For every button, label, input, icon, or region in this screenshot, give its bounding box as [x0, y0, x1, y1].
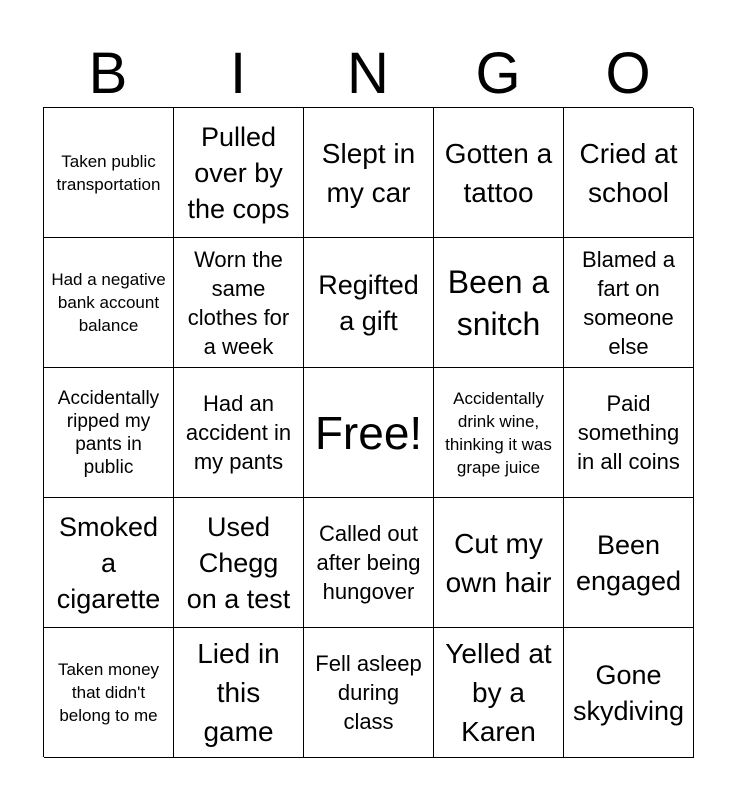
- bingo-cell[interactable]: [304, 108, 434, 238]
- cell-text: Had a negative bank account balance: [51, 270, 166, 335]
- cell-text: Free!: [314, 406, 423, 459]
- cell-text: Gone skydiving: [572, 659, 685, 726]
- bingo-header: [43, 40, 693, 108]
- cell-text: Gotten a tattoo: [444, 137, 553, 208]
- bingo-cell[interactable]: [564, 108, 694, 238]
- cell-text: Blamed a fart on someone else: [582, 246, 675, 359]
- cell-text: Fell asleep during class: [315, 651, 422, 734]
- header-letter-o: O: [605, 41, 651, 106]
- bingo-cell[interactable]: [304, 238, 434, 368]
- header-letter-g: G: [475, 41, 521, 106]
- bingo-cell[interactable]: [44, 238, 174, 368]
- cell-text: Paid something in all coins: [577, 391, 680, 474]
- bingo-cell[interactable]: [434, 238, 564, 368]
- header-letter-b: B: [88, 41, 128, 106]
- bingo-cell[interactable]: [44, 498, 174, 628]
- bingo-cell[interactable]: [434, 628, 564, 758]
- bingo-cell[interactable]: [44, 628, 174, 758]
- bingo-cell[interactable]: [44, 108, 174, 238]
- free-space-cell[interactable]: [304, 368, 434, 498]
- bingo-cell[interactable]: [304, 628, 434, 758]
- cell-text: Cried at school: [579, 137, 678, 208]
- cell-text: Regifted a gift: [318, 269, 419, 336]
- cell-text: Worn the same clothes for a week: [187, 246, 290, 359]
- cell-text: Taken money that didn't belong to me: [57, 660, 160, 725]
- header-letter-n: N: [347, 41, 389, 106]
- cell-text: Accidentally ripped my pants in public: [57, 387, 160, 478]
- bingo-cell[interactable]: [434, 108, 564, 238]
- bingo-cell[interactable]: [44, 368, 174, 498]
- cell-text: Been a snitch: [447, 263, 550, 342]
- cell-text: Slept in my car: [321, 137, 416, 208]
- bingo-cell[interactable]: [564, 238, 694, 368]
- cell-text: Used Chegg on a test: [186, 511, 291, 614]
- cell-text: Called out after being hungover: [316, 521, 421, 604]
- bingo-cell[interactable]: [174, 368, 304, 498]
- cell-text: Smoked a cigarette: [56, 511, 161, 614]
- bingo-cell[interactable]: [564, 368, 694, 498]
- bingo-board: [43, 107, 693, 757]
- bingo-cell[interactable]: [434, 368, 564, 498]
- bingo-cell[interactable]: [564, 628, 694, 758]
- bingo-cell[interactable]: [174, 108, 304, 238]
- bingo-cell[interactable]: [434, 498, 564, 628]
- header-letter-i: I: [229, 41, 247, 106]
- bingo-cell[interactable]: [174, 628, 304, 758]
- cell-text: Yelled at by a Karen: [445, 638, 552, 747]
- bingo-cell[interactable]: [174, 238, 304, 368]
- bingo-cell[interactable]: [564, 498, 694, 628]
- cell-text: Been engaged: [575, 529, 682, 596]
- cell-text: Pulled over by the cops: [187, 121, 290, 224]
- cell-text: Taken public transportation: [56, 151, 161, 194]
- cell-text: Accidentally drink wine, thinking it was grape juice: [445, 388, 552, 477]
- cell-text: Cut my own hair: [445, 527, 552, 598]
- bingo-cell[interactable]: [304, 498, 434, 628]
- bingo-cell[interactable]: [174, 498, 304, 628]
- cell-text: Lied in this game: [197, 638, 280, 747]
- cell-text: Had an accident in my pants: [185, 391, 292, 474]
